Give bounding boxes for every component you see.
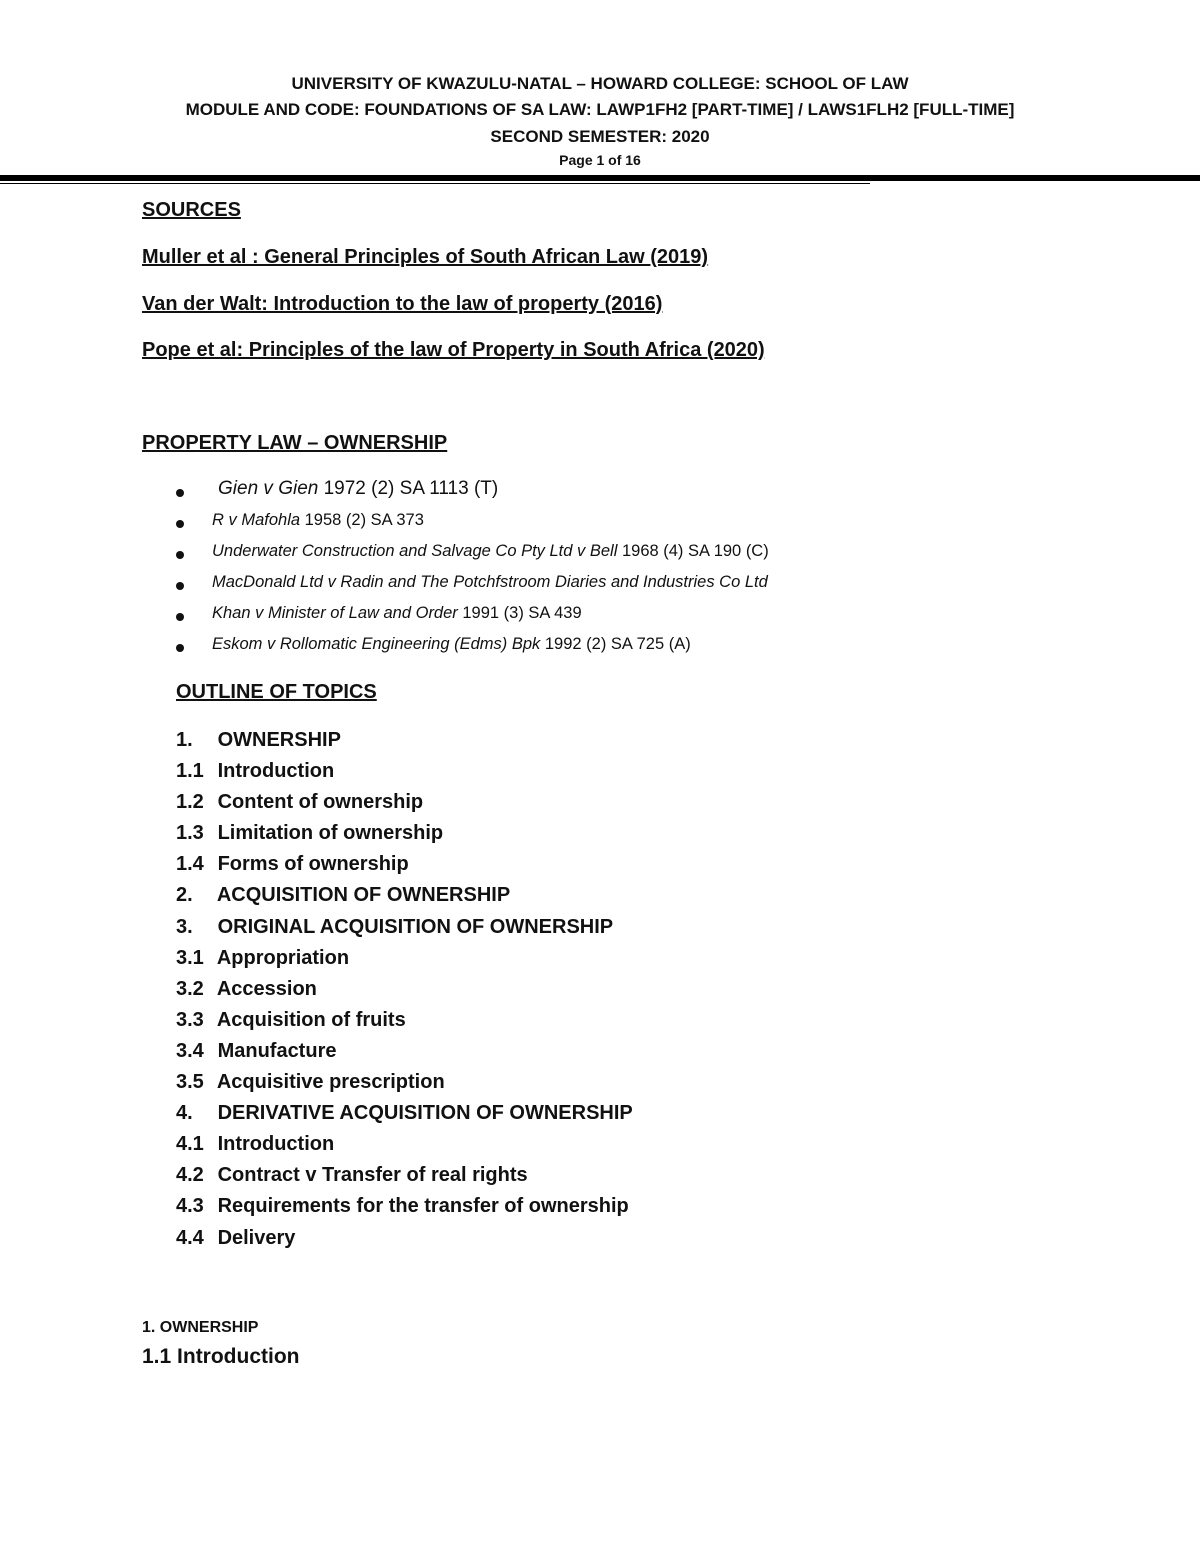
topic-number: 4. bbox=[176, 1102, 193, 1125]
section-subtitle: 1.1 Introduction bbox=[142, 1345, 300, 1368]
topic-label: Introduction bbox=[217, 1133, 335, 1156]
case-citation: 1991 (3) SA 439 bbox=[457, 604, 582, 622]
topic-label: ORIGINAL ACQUISITION OF OWNERSHIP bbox=[217, 915, 614, 938]
list-item bbox=[176, 882, 633, 913]
bullet-icon bbox=[176, 520, 184, 528]
case-citation: 1972 (2) SA 1113 (T) bbox=[318, 478, 499, 499]
topic-label: Appropriation bbox=[216, 946, 350, 969]
case-list bbox=[168, 478, 1068, 666]
list-item bbox=[176, 945, 633, 976]
list-item bbox=[176, 789, 633, 820]
topic-number: 4.1 bbox=[176, 1133, 204, 1156]
list-item bbox=[176, 851, 633, 882]
case-name: MacDonald Ltd v Radin and The Potchfstroom Diaries and Industries Co Ltd bbox=[212, 573, 768, 591]
case-name: R v Mafohla bbox=[212, 511, 301, 529]
topic-number: 2. bbox=[176, 884, 193, 907]
topic-number: 1.1 bbox=[176, 760, 204, 783]
list-item bbox=[176, 1162, 633, 1193]
case-name: Khan v Minister of Law and Order bbox=[212, 604, 458, 622]
page-number: Page 1 of 16 bbox=[559, 152, 641, 168]
list-item bbox=[176, 1038, 633, 1069]
topic-label: Limitation of ownership bbox=[217, 822, 444, 845]
topic-label: Content of ownership bbox=[217, 791, 424, 814]
list-item bbox=[168, 604, 1068, 635]
topic-label: Contract v Transfer of real rights bbox=[217, 1164, 528, 1187]
case-name: Eskom v Rollomatic Engineering (Edms) Bpk bbox=[212, 635, 541, 653]
header-divider-thin bbox=[0, 183, 870, 184]
topic-label: Introduction bbox=[217, 760, 335, 783]
case-citation: 1958 (2) SA 373 bbox=[300, 511, 424, 529]
list-item bbox=[176, 914, 633, 945]
topic-number: 1.3 bbox=[176, 822, 204, 845]
topic-number: 4.2 bbox=[176, 1164, 204, 1187]
case-citation: 1992 (2) SA 725 (A) bbox=[540, 635, 691, 653]
list-item bbox=[176, 1193, 633, 1224]
case-name: Gien v Gien bbox=[218, 478, 319, 499]
header-semester: SECOND SEMESTER: 2020 bbox=[490, 127, 710, 146]
source-item: Muller et al : General Principles of South African Law (2019) bbox=[142, 246, 709, 268]
list-item bbox=[176, 1225, 633, 1256]
topic-number: 3.4 bbox=[176, 1039, 204, 1062]
source-item: Pope et al: Principles of the law of Property in South Africa (2020) bbox=[142, 339, 765, 361]
topic-list bbox=[176, 727, 633, 1256]
property-heading: PROPERTY LAW – OWNERSHIP bbox=[142, 432, 448, 454]
list-item bbox=[176, 976, 633, 1007]
bullet-icon bbox=[176, 613, 184, 621]
header-module: MODULE AND CODE: FOUNDATIONS OF SA LAW: LAWP1FH2 [PART-TIME] / LAWS1FLH2 [FULL-TIME] bbox=[185, 100, 1015, 119]
topic-label: DERIVATIVE ACQUISITION OF OWNERSHIP bbox=[217, 1102, 633, 1125]
source-item: Van der Walt: Introduction to the law of property (2016) bbox=[142, 293, 663, 315]
outline-heading: OUTLINE OF TOPICS bbox=[176, 681, 377, 703]
topic-label: Requirements for the transfer of ownership bbox=[217, 1195, 629, 1218]
topic-number: 4.3 bbox=[176, 1195, 204, 1218]
bullet-icon bbox=[176, 582, 184, 590]
bullet-icon bbox=[176, 551, 184, 559]
header-divider bbox=[0, 175, 1200, 181]
section-title: 1. OWNERSHIP bbox=[142, 1319, 259, 1336]
topic-label: Manufacture bbox=[217, 1039, 337, 1062]
topic-number: 3.1 bbox=[176, 946, 204, 969]
topic-number: 3.2 bbox=[176, 977, 204, 1000]
topic-label: Accession bbox=[216, 977, 317, 1000]
list-item bbox=[168, 635, 1068, 666]
topic-number: 3. bbox=[176, 915, 193, 938]
topic-label: Acquisitive prescription bbox=[216, 1071, 445, 1094]
list-item bbox=[176, 1131, 633, 1162]
bullet-icon bbox=[176, 644, 184, 652]
topic-label: ACQUISITION OF OWNERSHIP bbox=[216, 884, 511, 907]
topic-number: 3.3 bbox=[176, 1008, 204, 1031]
topic-number: 3.5 bbox=[176, 1071, 204, 1094]
list-item bbox=[168, 511, 1068, 542]
list-item bbox=[176, 820, 633, 851]
list-item bbox=[176, 1069, 633, 1100]
sources-heading: SOURCES bbox=[142, 199, 241, 221]
case-name: Underwater Construction and Salvage Co Pty Ltd v Bell bbox=[212, 542, 618, 560]
list-item bbox=[168, 573, 1068, 604]
topic-label: Delivery bbox=[217, 1226, 296, 1249]
list-item bbox=[168, 478, 1068, 511]
header-institution: UNIVERSITY OF KWAZULU-NATAL – HOWARD COLLEGE: SCHOOL OF LAW bbox=[291, 74, 909, 93]
list-item bbox=[168, 542, 1068, 573]
topic-number: 1. bbox=[176, 729, 193, 751]
list-item bbox=[176, 727, 633, 758]
topic-label: Acquisition of fruits bbox=[216, 1008, 406, 1031]
list-item bbox=[176, 1007, 633, 1038]
case-citation: 1968 (4) SA 190 (C) bbox=[617, 542, 769, 560]
bullet-icon bbox=[176, 489, 184, 497]
list-item bbox=[176, 758, 633, 789]
topic-label: OWNERSHIP bbox=[217, 729, 341, 751]
topic-label: Forms of ownership bbox=[217, 853, 409, 876]
topic-number: 1.4 bbox=[176, 853, 204, 876]
topic-number: 4.4 bbox=[176, 1226, 204, 1249]
list-item bbox=[176, 1100, 633, 1131]
topic-number: 1.2 bbox=[176, 791, 204, 814]
